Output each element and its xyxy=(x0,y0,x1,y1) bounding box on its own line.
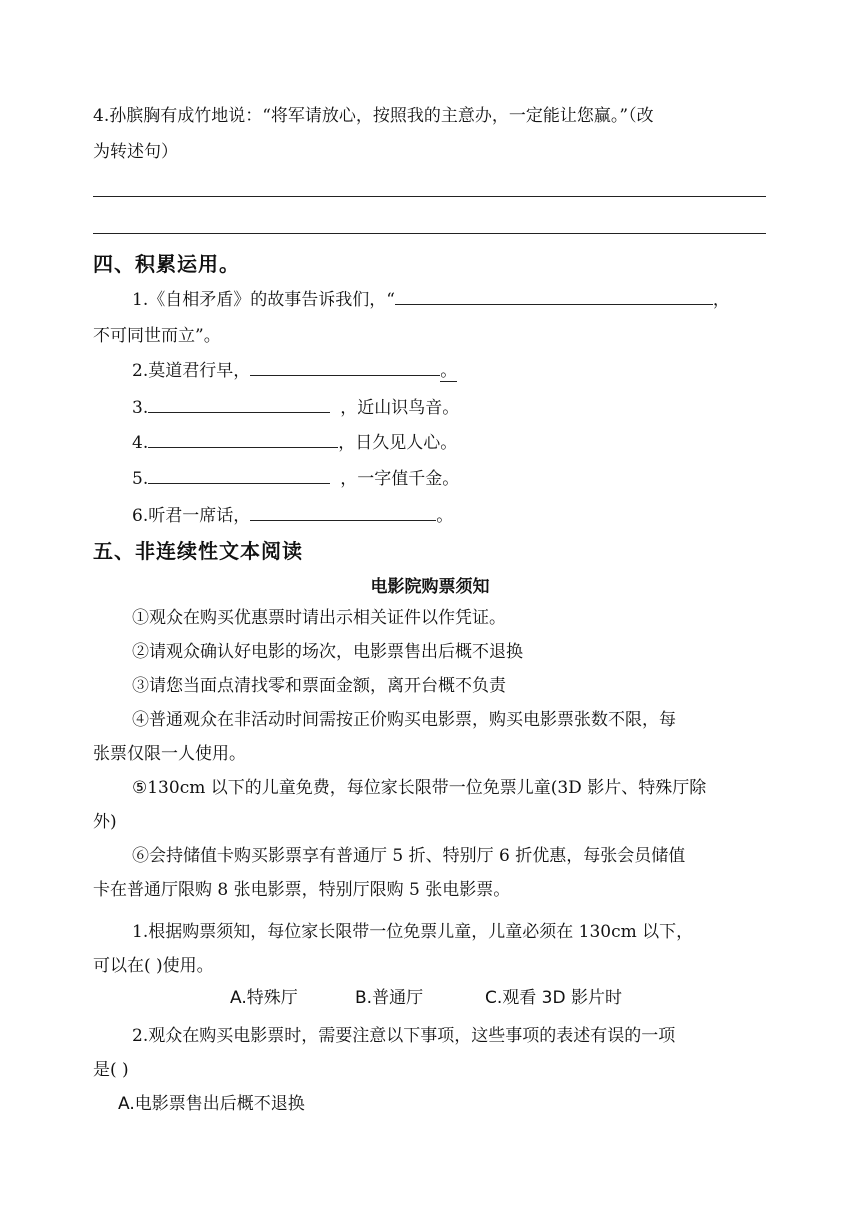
question-4-line1: 4.孙膑胸有成竹地说：“将军请放心，按照我的主意办，一定能让您赢。”（改 xyxy=(93,106,654,126)
accumulate-item-6 xyxy=(132,498,453,534)
fill-blank-2[interactable] xyxy=(250,353,440,376)
fill-blank-5[interactable] xyxy=(148,461,330,484)
question-2-option-a[interactable]: A.电影票售出后概不退换 xyxy=(118,1094,305,1114)
accumulate-item-5 xyxy=(132,461,459,497)
item-1-text-a: 1.《自相矛盾》的故事告诉我们，“ xyxy=(132,290,395,310)
item-4-text-a: 4. xyxy=(132,433,149,453)
fill-blank-1[interactable] xyxy=(395,282,713,305)
question-4-line2: 为转述句） xyxy=(93,142,178,162)
item-4-text-b: ，日久见人心。 xyxy=(338,433,458,453)
notice-item-4-cont: 张票仅限一人使用。 xyxy=(93,744,246,764)
question-1-line1: 1.根据购票须知，每位家长限带一位免票儿童，儿童必须在 130cm 以下， xyxy=(132,922,694,942)
item-6-text-a: 6.听君一席话， xyxy=(132,506,251,526)
item-5-text-b: ，一字值千金。 xyxy=(340,469,460,489)
item-2-text-a: 2.莫道君行早， xyxy=(132,361,251,381)
section-5-heading: 五、非连续性文本阅读 xyxy=(93,539,303,563)
item-1-text-b: ， xyxy=(712,290,730,310)
question-1-option-c[interactable]: C.观看 3D 影片时 xyxy=(485,988,622,1008)
question-1-option-b[interactable]: B.普通厅 xyxy=(355,988,424,1008)
accumulate-item-1-cont: 不可同世而立”。 xyxy=(93,326,221,346)
notice-item-1: ①观众在购买优惠票时请出示相关证件以作凭证。 xyxy=(132,608,506,628)
notice-item-4: ④普通观众在非活动时间需按正价购买电影票，购买电影票张数不限，每 xyxy=(132,710,676,730)
question-1-option-a[interactable]: A.特殊厅 xyxy=(230,988,298,1008)
item-6-text-b: 。 xyxy=(436,506,454,526)
fill-blank-4[interactable] xyxy=(148,425,338,448)
accumulate-item-2 xyxy=(132,353,457,389)
notice-item-3: ③请您当面点清找零和票面金额，离开台概不负责 xyxy=(132,676,506,696)
section-4-heading: 四、积累运用。 xyxy=(93,252,240,276)
notice-item-5-cont: 外) xyxy=(93,812,117,832)
notice-item-5: ⑤130cm 以下的儿童免费，每位家长限带一位免票儿童(3D 影片、特殊厅除 xyxy=(132,778,707,798)
accumulate-item-3 xyxy=(132,390,459,426)
item-5-text-a: 5. xyxy=(132,469,149,489)
notice-title: 电影院购票须知 xyxy=(370,577,490,597)
item-2-text-b: 。 xyxy=(440,361,458,381)
fill-blank-3[interactable] xyxy=(148,390,330,413)
accumulate-item-4 xyxy=(132,425,457,461)
question-2-line2: 是( ) xyxy=(93,1060,129,1080)
item-3-text-a: 3. xyxy=(132,398,149,418)
item-3-text-b: ，近山识鸟音。 xyxy=(340,398,460,418)
question-2-line1: 2.观众在购买电影票时，需要注意以下事项，这些事项的表述有误的一项 xyxy=(132,1026,676,1046)
question-1-line2: 可以在( )使用。 xyxy=(93,956,214,976)
fill-blank-6[interactable] xyxy=(250,498,436,521)
answer-line-2 xyxy=(93,233,766,234)
notice-item-2: ②请观众确认好电影的场次，电影票售出后概不退换 xyxy=(132,642,523,662)
notice-item-6-cont: 卡在普通厅限购 8 张电影票，特别厅限购 5 张电影票。 xyxy=(93,880,511,900)
answer-line-1 xyxy=(93,196,766,197)
notice-item-6: ⑥会持储值卡购买影票享有普通厅 5 折、特别厅 6 折优惠，每张会员储值 xyxy=(132,846,686,866)
accumulate-item-1 xyxy=(132,282,730,318)
